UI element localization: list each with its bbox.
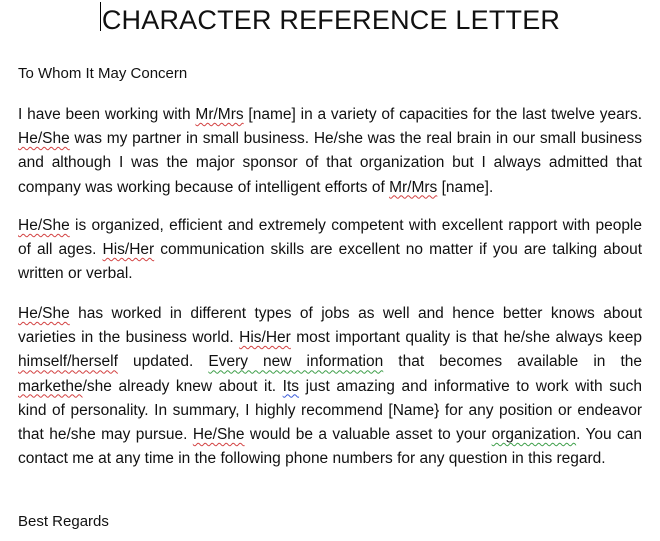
text-run: is organized, efficient and extremely competent with excellent rapport with people of all ages. xyxy=(18,217,642,259)
text-run: communication skills are excellent no matter if you are talking about written or verbal. xyxy=(18,241,642,283)
text-run: that becomes available in the xyxy=(383,353,643,371)
flagged-word: markethe xyxy=(18,377,83,395)
paragraph-3 xyxy=(18,302,642,471)
flagged-word: Mr/Mrs xyxy=(389,178,438,196)
flagged-word: He/She xyxy=(18,217,70,234)
flagged-word: He/She xyxy=(18,130,70,148)
flagged-word: himself/herself xyxy=(18,353,118,371)
title-row xyxy=(0,2,660,42)
flagged-word: Every new information xyxy=(208,353,384,371)
flagged-word: He/She xyxy=(18,305,70,322)
text-run: just amazing and informative to work with such kind of personality. In summary, I highly recommend [Name} for any position or endeavor that he/she may pursue. xyxy=(18,377,642,444)
flagged-word: Its xyxy=(282,377,300,395)
text-run: [name]. xyxy=(437,178,494,196)
flagged-word: His/Her xyxy=(102,241,155,259)
flagged-word: Mr/Mrs xyxy=(195,106,244,123)
flagged-word: organization xyxy=(491,426,577,444)
text-run: /she already knew about it. xyxy=(82,377,283,395)
text-run: would be a valuable asset to your xyxy=(244,426,492,444)
text-run: updated. xyxy=(117,353,209,371)
flagged-word: He/She xyxy=(192,426,245,444)
flagged-word: His/Her xyxy=(239,329,291,347)
text-run: was my partner in small business. He/she was the real brain in our small business and although I was the major sponsor of that organization but I always admitted that company was working because of intelligent efforts of xyxy=(18,130,642,196)
text-cursor xyxy=(100,2,101,31)
text-run: [name] in a variety of capacities for the last twelve years. xyxy=(243,106,643,123)
paragraph-1 xyxy=(18,103,642,200)
text-run: I have been working with xyxy=(18,106,196,123)
salutation: To Whom It May Concern xyxy=(18,65,188,82)
closing: Best Regards xyxy=(18,513,109,530)
text-run: has worked in different types of jobs as well and hence better knows about varieties in the business world. xyxy=(18,305,642,347)
letter-title: CHARACTER REFERENCE LETTER xyxy=(101,5,561,35)
text-run: . You can contact me at any time in the following phone numbers for any question in this regard. xyxy=(18,426,642,468)
paragraph-2 xyxy=(18,214,642,287)
text-run: most important quality is that he/she always keep xyxy=(290,329,642,347)
